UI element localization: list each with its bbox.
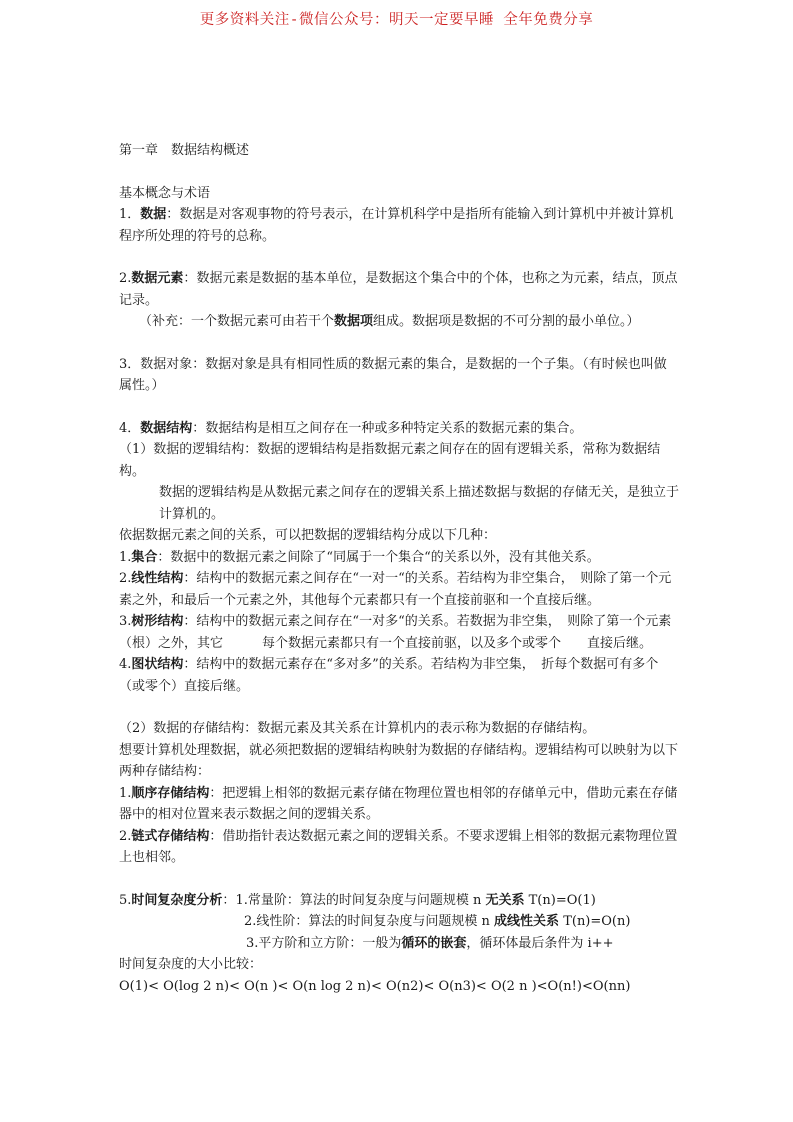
item-number: 1． <box>119 207 141 222</box>
term-bold: 图状结构 <box>131 657 184 672</box>
term-bold: 数据元素 <box>131 271 184 286</box>
storage-text: ：借助指针表达数据元素之间的逻辑关系。不要求逻辑上相邻的数据元素物理位置上也相邻。 <box>119 828 678 865</box>
term-bold: 链式存储结构 <box>131 828 210 844</box>
logic-structure-heading: （1）数据的逻辑结构：数据的逻辑结构是指数据元素之间存在的固有逻辑关系，常称为数据结构。 <box>119 442 661 479</box>
header-banner: 更多资料关注-微信公众号：明天一定要早睡 全年免费分享 <box>199 12 594 28</box>
kind-text: ：数据中的数据元素之间除了“同属于一个集合“的关系以外，没有其他关系。 <box>157 549 600 565</box>
complexity-text: 1.常量阶：算法的时间复杂度与问题规模 n <box>235 892 486 908</box>
kind-text: ：结构中的数据元素之间存在“一对一“的关系。若结构为非空集合， 则除了第一个元素之外，和最后一个元素之外，其他每个元素都只有一个直接前驱和一个直接后继。 <box>119 571 672 608</box>
term-bold: 数据项 <box>334 314 374 329</box>
storage-structure-heading: （2）数据的存储结构：数据元素及其关系在计算机内的表示称为数据的存储结构。 <box>119 721 596 736</box>
complexity-line-2 <box>119 911 679 933</box>
complexity-formula: T(n)=O(1) <box>524 892 596 908</box>
item-element-supplement <box>119 311 679 333</box>
kind-text: ：结构中的数据元素存在“多对多”的关系。若结构为非空集， 折每个数据可有多个（或零个）直接后继。 <box>119 657 659 694</box>
item-number: 5. <box>119 892 132 908</box>
colon: ： <box>166 207 180 222</box>
supp-text: 组成。数据项是数据的不可分割的最小单位。） <box>373 314 640 329</box>
supp-text: （补充：一个数据元素可由若干个 <box>139 314 335 329</box>
item-structure <box>119 418 679 440</box>
term-bold: 数据结构 <box>140 420 193 436</box>
document-body <box>119 140 679 997</box>
term-bold: 线性结构 <box>131 571 184 586</box>
section-title: 基本概念与术语 <box>119 185 211 201</box>
item-text: 数据结构是相互之间存在一种或多种特定关系的数据元素的集合。 <box>205 420 583 436</box>
item-number: 2. <box>119 271 132 286</box>
storage-kind-item <box>119 826 679 869</box>
logic-kind-item <box>119 568 679 611</box>
chapter-title: 第一章 数据结构概述 <box>119 143 250 158</box>
kind-number: 1. <box>119 549 132 565</box>
item-data <box>119 204 679 247</box>
complexity-formula: T(n)=O(n) <box>559 914 631 929</box>
complexity-line-1 <box>119 890 679 912</box>
complexity-line-3 <box>119 933 679 955</box>
storage-number: 2. <box>119 828 132 844</box>
complexity-text: 3.平方阶和立方阶：一般为 <box>246 935 402 951</box>
storage-text: ：把逻辑上相邻的数据元素存储在物理位置也相邻的存储单元中，借助元素在存储器中的相对位置来表示数据之间的逻辑关系。 <box>119 785 678 822</box>
item-text: 数据是对客观事物的符号表示，在计算机科学中是指所有能输入到计算机中并被计算机程序所处理的符号的总称。 <box>119 207 674 244</box>
kind-number: 2. <box>119 571 132 586</box>
colon: ： <box>192 420 206 436</box>
term-bold: 循环的嵌套 <box>401 935 467 951</box>
storage-number: 1. <box>119 785 132 801</box>
term-bold: 时间复杂度分析 <box>131 892 223 908</box>
complexity-text: ，循环体最后条件为 i++ <box>466 935 614 951</box>
kind-number: 3. <box>119 614 132 629</box>
storage-structure-desc: 想要计算机处理数据，就必须把数据的逻辑结构映射为数据的存储结构。逻辑结构可以映射为以下两种存储结构： <box>119 742 679 779</box>
term-bold: 成线性关系 <box>494 914 560 929</box>
term-bold: 树形结构 <box>131 614 184 629</box>
item-element <box>119 268 679 311</box>
logic-kind-item <box>119 611 679 654</box>
item-number: 4． <box>119 420 141 436</box>
colon: ： <box>183 271 197 286</box>
complexity-compare: O(1)< O(log 2 n)< O(n )< O(n log 2 n)< O(n2)< O(n3)< O(2 n )<O(n!)<O(nn) <box>119 978 631 994</box>
term-bold: 数据 <box>140 207 167 222</box>
item-object: 3．数据对象：数据对象是具有相同性质的数据元素的集合，是数据的一个子集。（有时候也叫做属性。） <box>119 356 667 393</box>
colon: ： <box>222 892 236 908</box>
term-bold: 无关系 <box>485 892 525 908</box>
logic-kind-item <box>119 547 679 569</box>
item-text: 数据元素是数据的基本单位，是数据这个集合中的个体，也称之为元素，结点，顶点记录。 <box>119 271 678 308</box>
complexity-compare-label: 时间复杂度的大小比较： <box>119 957 263 972</box>
complexity-text: 2.线性阶：算法的时间复杂度与问题规模 n <box>244 914 495 929</box>
term-bold: 顺序存储结构 <box>131 785 210 801</box>
logic-kind-item <box>119 654 679 697</box>
logic-structure-kinds-intro: 依据数据元素之间的关系，可以把数据的逻辑结构分成以下几种： <box>119 528 497 543</box>
logic-structure-desc: 数据的逻辑结构是从数据元素之间存在的逻辑关系上描述数据与数据的存储无关，是独立于计算机的。 <box>159 485 680 522</box>
kind-number: 4. <box>119 657 132 672</box>
kind-text: ：结构中的数据元素之间存在“一对多“的关系。若数据为非空集， 则除了第一个元素（根）之外，其它 每个数据元素都只有一个直接前驱，以及多个或零个 直接后继。 <box>119 614 672 651</box>
storage-kind-item <box>119 783 679 826</box>
term-bold: 集合 <box>131 549 158 565</box>
